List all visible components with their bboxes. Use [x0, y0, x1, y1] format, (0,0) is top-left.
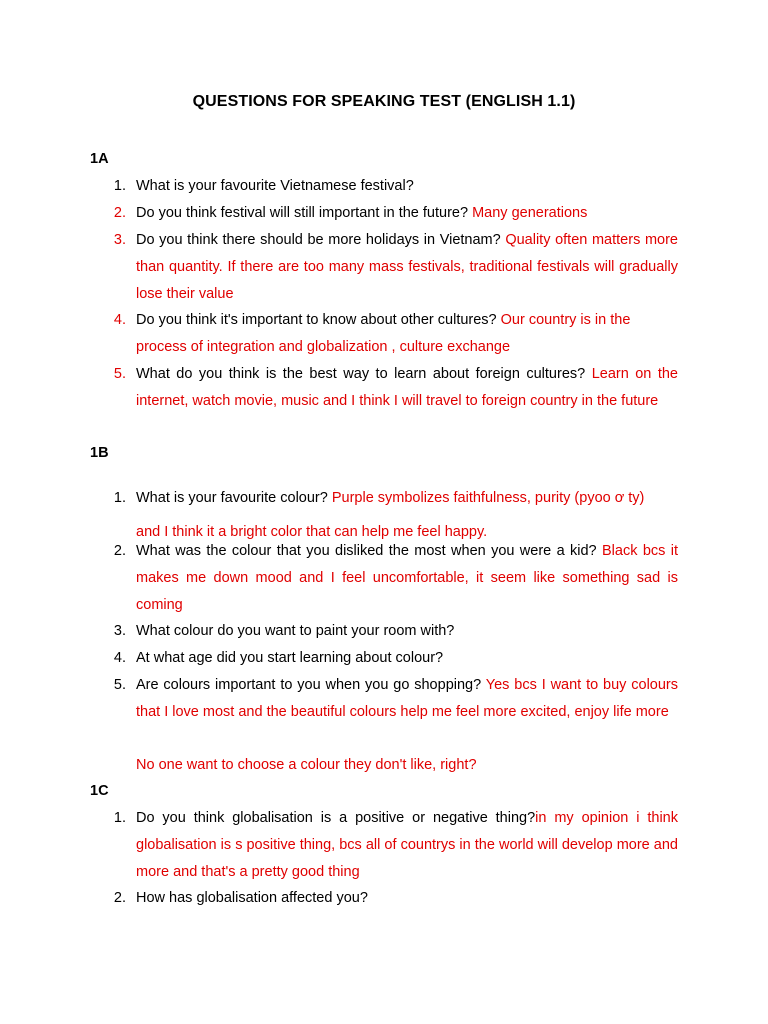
item-number: 4. — [113, 650, 126, 666]
answer-text: and I think it a bright color that can help me feel happy. — [136, 524, 488, 540]
list-item — [110, 672, 678, 726]
item-number: 1. — [113, 810, 126, 826]
question-text: Do you think festival will still important in the future? — [136, 205, 473, 221]
item-number: 5. — [113, 366, 126, 382]
answer-text: in my opinion i think globalisation is s positive thing, bcs all of countrys in the world will develop more and more and that's a pretty good thing — [136, 810, 678, 880]
list-item — [110, 618, 678, 645]
section-label-1c: 1C — [90, 783, 109, 799]
answer-text: Our country is in the process of integration and globalization , culture exchange — [136, 312, 631, 355]
list-item — [110, 805, 678, 886]
question-text: Do you think there should be more holidays in Vietnam? — [136, 232, 506, 248]
section-label-1a: 1A — [90, 151, 109, 167]
item-number: 2. — [113, 205, 126, 221]
list-item — [110, 200, 678, 227]
list-item — [110, 645, 678, 672]
list-item-continuation — [110, 752, 678, 779]
answer-text: Many generations — [472, 205, 588, 221]
answer-text: Learn on the internet, watch movie, music and I think I will travel to foreign country in the future — [136, 366, 678, 409]
question-text: Do you think it's important to know about other cultures? — [136, 312, 501, 328]
list-item — [110, 227, 678, 308]
item-number: 4. — [113, 312, 126, 328]
question-text: What is your favourite Vietnamese festival? — [136, 178, 414, 194]
question-text: What do you think is the best way to learn about foreign cultures? — [136, 366, 592, 382]
page-title: QUESTIONS FOR SPEAKING TEST (ENGLISH 1.1) — [192, 93, 576, 110]
list-item — [110, 173, 678, 200]
answer-text: No one want to choose a colour they don't like, right? — [136, 757, 477, 773]
section-label-1b: 1B — [90, 445, 109, 461]
question-text: What colour do you want to paint your room with? — [136, 623, 455, 639]
item-number: 3. — [113, 232, 126, 248]
item-number: 5. — [113, 677, 126, 693]
list-item — [110, 538, 678, 619]
list-item — [110, 885, 678, 912]
question-text: At what age did you start learning about colour? — [136, 650, 444, 666]
list-item — [110, 307, 678, 361]
question-text: What is your favourite colour? — [136, 490, 332, 506]
item-number: 2. — [113, 543, 126, 559]
item-number: 1. — [113, 490, 126, 506]
question-text: Do you think globalisation is a positive or negative thing? — [136, 810, 536, 826]
list-item — [110, 485, 678, 512]
question-text: What was the colour that you disliked the most when you were a kid? — [136, 543, 602, 559]
question-text: Are colours important to you when you go shopping? — [136, 677, 486, 693]
item-number: 1. — [113, 178, 126, 194]
question-text: How has globalisation affected you? — [136, 890, 368, 906]
item-number: 2. — [113, 890, 126, 906]
list-item — [110, 361, 678, 415]
answer-text: Quality often matters more than quantity. If there are too many mass festivals, traditional festivals will gradually lose their value — [136, 232, 678, 302]
answer-text: Yes bcs I want to buy colours that I love most and the beautiful colours help me feel more excited, enjoy life more — [136, 677, 678, 720]
answer-text: Black bcs it makes me down mood and I feel uncomfortable, it seem like something sad is coming — [136, 543, 678, 613]
answer-text: Purple symbolizes faithfulness, purity (pyoo ơ ty) — [331, 490, 645, 506]
item-number: 3. — [113, 623, 126, 639]
